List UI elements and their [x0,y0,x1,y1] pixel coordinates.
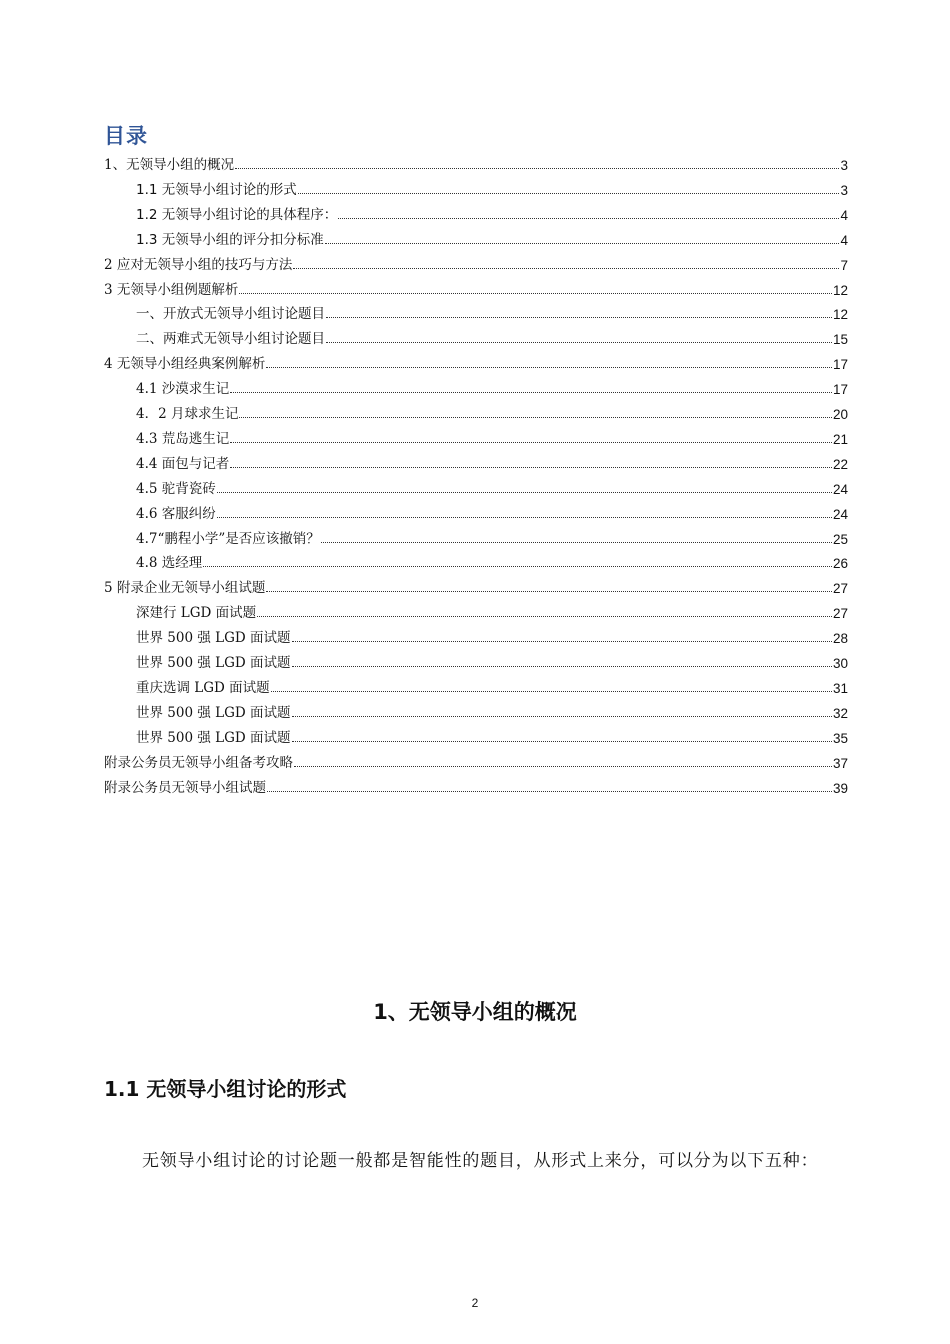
toc-entry[interactable] [136,477,848,497]
body-paragraph: 无领导小组讨论的讨论题一般都是智能性的题目，从形式上来分，可以分为以下五种： [142,1151,819,1171]
toc-entry[interactable] [136,601,848,621]
toc-entry[interactable] [136,527,848,547]
toc-entry-page: 35 [832,730,848,746]
toc-entry-page: 24 [832,481,848,497]
toc-entry[interactable] [136,302,848,322]
subsection-heading: 1.1 无领导小组讨论的形式 [104,1077,347,1101]
toc-entry-page: 22 [832,456,848,472]
toc-entry-title: 世界 500 强 LGD 面试题 [136,729,291,746]
toc-entry[interactable] [104,153,848,173]
toc-entry-title: 1.2 无领导小组讨论的具体程序： [136,206,338,223]
toc-leader-dots [292,666,832,667]
toc-entry-title: 附录公务员无领导小组备考攻略 [104,754,293,771]
toc-leader-dots [294,766,832,767]
toc-entry-page: 20 [832,407,848,422]
toc-entry[interactable] [136,676,848,696]
toc-entry-page: 25 [832,531,848,547]
toc-entry-page: 31 [832,680,848,696]
toc-entry-title: 重庆选调 LGD 面试题 [136,679,270,696]
toc-entry-page: 7 [840,257,848,273]
toc-entry-page: 32 [832,705,848,721]
toc-leader-dots [203,566,832,567]
toc-leader-dots [235,168,839,169]
toc-leader-dots [292,741,832,742]
toc-entry[interactable] [136,651,848,671]
toc-entry-title: 4.3 荒岛逃生记 [136,430,230,447]
toc-leader-dots [239,417,831,418]
toc-entry-page: 39 [832,780,848,796]
toc-entry[interactable] [136,178,848,198]
toc-entry-title: 4.5 驼背瓷砖 [136,480,216,497]
toc-leader-dots [257,616,832,617]
toc-entry-page: 15 [832,332,848,348]
toc-leader-dots [217,492,832,493]
toc-entry[interactable] [136,551,848,571]
toc-entry-page: 26 [832,556,848,572]
toc-entry-page: 27 [832,581,848,597]
toc-leader-dots [326,342,832,343]
toc-entry-page: 4 [840,232,848,248]
toc-entry-page: 27 [832,606,848,622]
toc-entry-title: 4．2 月球求生记 [136,406,239,422]
toc-entry-title: 世界 500 强 LGD 面试题 [136,630,291,647]
toc-entry-page: 17 [832,357,848,373]
toc-leader-dots [267,791,832,792]
toc-entry-title: 1.1 无领导小组讨论的形式 [136,181,297,198]
toc-entry-title: 2 应对无领导小组的技巧与方法 [104,256,293,273]
toc-leader-dots [298,193,840,194]
toc-entry[interactable] [104,776,848,796]
toc-entry-page: 4 [840,207,848,223]
toc-entry-title: 世界 500 强 LGD 面试题 [136,704,291,721]
toc-entry[interactable] [104,352,848,372]
toc-entry[interactable] [136,203,848,223]
toc-leader-dots [325,243,840,244]
toc-entry[interactable] [136,377,848,397]
toc-entry-page: 17 [832,382,848,398]
toc-leader-dots [230,467,832,468]
toc-entry-page: 28 [832,631,848,647]
toc-title: 目录 [104,124,148,148]
toc-entry-title: 一、开放式无领导小组讨论题目 [136,306,325,323]
toc-entry-title: 5 附录企业无领导小组试题 [104,580,266,597]
page-number: 2 [471,1296,479,1310]
toc-leader-dots [239,293,832,294]
toc-leader-dots [326,317,832,318]
toc-leader-dots [292,716,832,717]
toc-entry-title: 深建行 LGD 面试题 [136,605,257,622]
toc-entry-page: 30 [832,656,848,671]
toc-entry-page: 24 [832,506,848,522]
toc-entry-title: 4.6 客服纠纷 [136,505,216,522]
toc-entry[interactable] [136,726,848,746]
toc-entry[interactable] [104,278,848,298]
toc-entry-page: 37 [832,755,848,771]
toc-entry-title: 世界 500 强 LGD 面试题 [136,655,291,671]
toc-entry-page: 21 [832,431,848,447]
toc-entry[interactable] [104,751,848,771]
toc-leader-dots [230,442,832,443]
toc-entry-page: 12 [832,282,848,298]
toc-entry-title: 4.8 选经理 [136,555,203,572]
toc-leader-dots [271,691,832,692]
toc-entry-page: 12 [832,307,848,323]
toc-entry-title: 4.1 沙漠求生记 [136,381,230,398]
toc-leader-dots [217,517,832,518]
section-heading: 1、无领导小组的概况 [373,1000,577,1024]
toc-leader-dots [230,392,832,393]
toc-leader-dots [293,268,839,269]
toc-entry[interactable] [104,253,848,273]
toc-entry[interactable] [136,327,848,347]
toc-entry[interactable] [136,701,848,721]
toc-entry-title: 3 无领导小组例题解析 [104,281,239,298]
toc-leader-dots [338,218,839,219]
toc-entry[interactable] [136,228,848,248]
toc-entry[interactable] [104,576,848,596]
toc-leader-dots [266,367,832,368]
toc-entry-title: 二、两难式无领导小组讨论题目 [136,331,325,348]
toc-entry-title: 4.7“鹏程小学”是否应该撤销？ [136,530,320,547]
toc-entry-page: 3 [840,182,848,198]
toc-leader-dots [266,591,832,592]
toc-entry-title: 1、无领导小组的概况 [104,157,235,173]
toc-entry[interactable] [136,502,848,522]
toc-entry-title: 1.3 无领导小组的评分扣分标准 [136,231,324,248]
toc-entry[interactable] [136,402,848,422]
toc-entry-title: 附录公务员无领导小组试题 [104,779,266,796]
toc-entry[interactable] [136,427,848,447]
toc-entry-page: 3 [840,158,848,173]
toc-entry[interactable] [136,626,848,646]
toc-entry[interactable] [136,452,848,472]
toc-entry-title: 4.4 面包与记者 [136,455,230,472]
toc-entry-title: 4 无领导小组经典案例解析 [104,356,266,373]
toc-leader-dots [321,542,832,543]
toc-leader-dots [292,641,832,642]
